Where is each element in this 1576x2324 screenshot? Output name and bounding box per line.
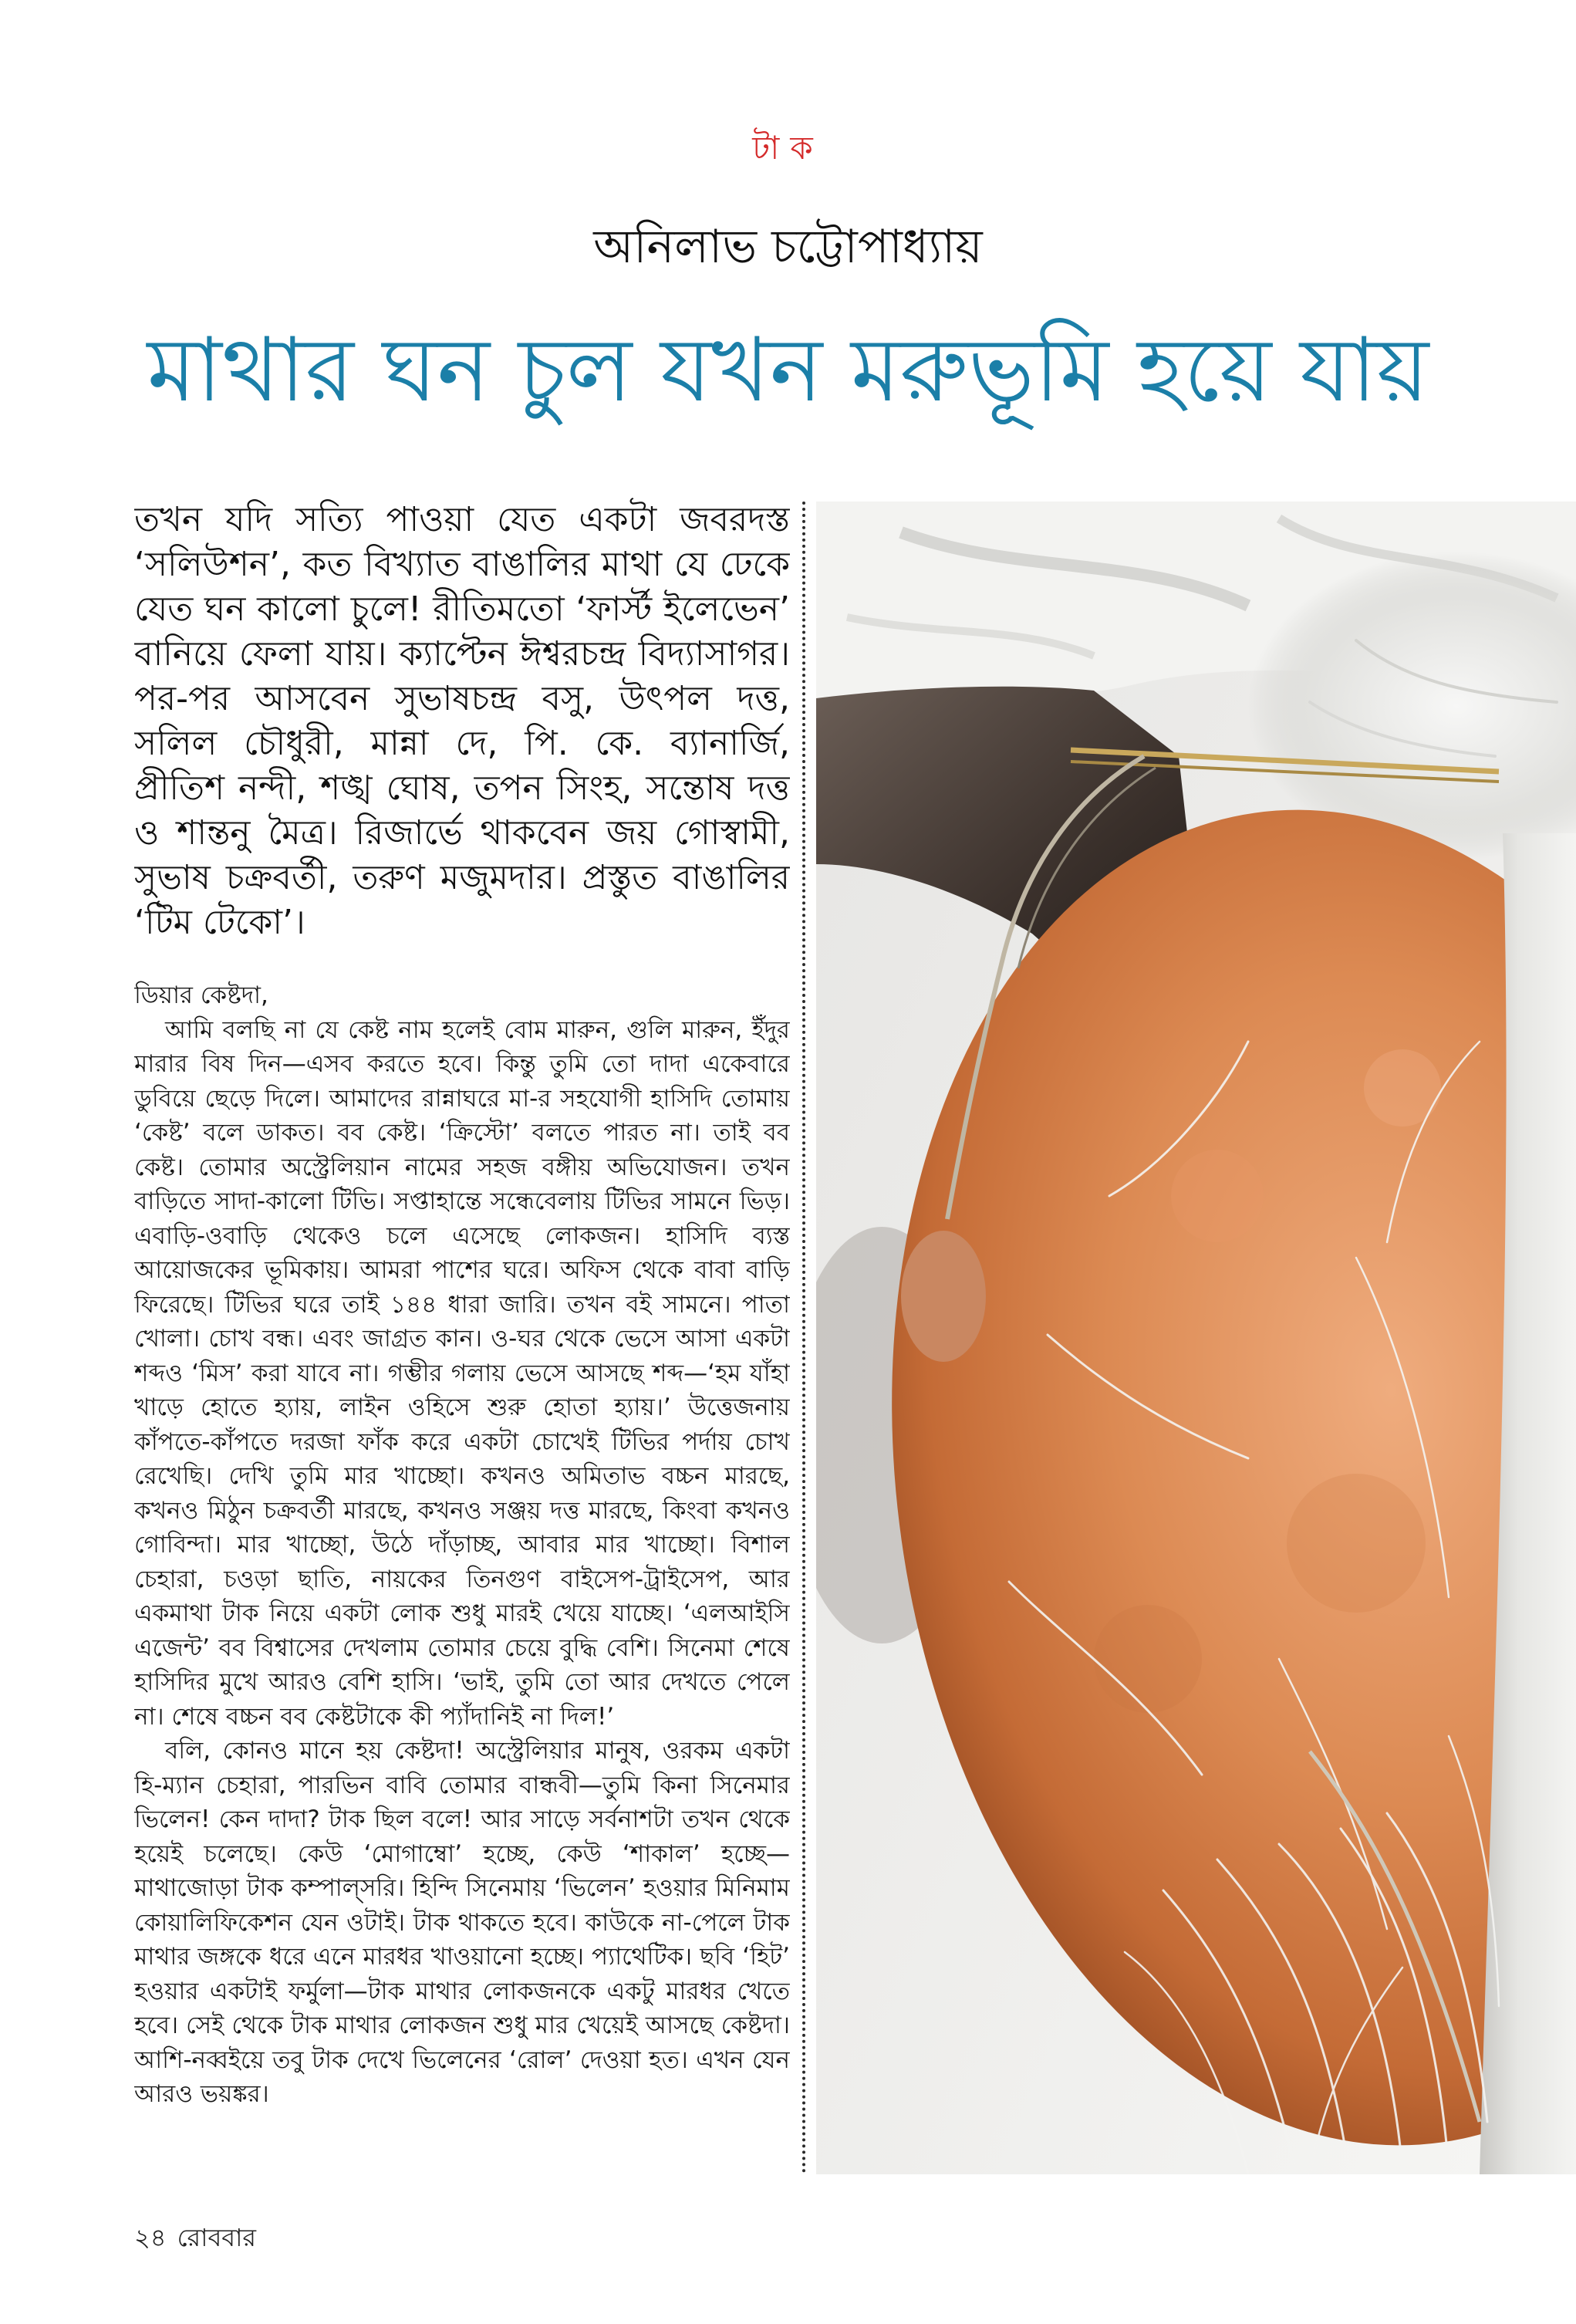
article-title: মাথার ঘন চুল যখন মরুভূমি হয়ে যায়	[147, 319, 1429, 422]
column-divider	[802, 502, 805, 2174]
letter-salutation: ডিয়ার কেষ্টদা,	[134, 981, 268, 1009]
photo-bald-head	[816, 502, 1576, 2174]
page-footer	[134, 2221, 256, 2255]
body-paragraph: আমি বলছি না যে কেষ্ট নাম হলেই বোম মারুন, গুলি মারুন, ইঁদুর মারার বিষ দিন—এসব করতে হবে। কিন্তু তুমি তো দাদা একেবারে ডুবিয়ে ছেড়ে দিলে। আমাদের রান্নাঘরে মা-র সহযোগী হাসিদি তোমায় ‘কেষ্ট’ বলে ডাকত। বব কেষ্ট। ‘ক্রিস্টো’ বলতে পারত না। তাই বব কেষ্ট। তোমার অস্ট্রেলিয়ান নামের সহজ বঙ্গীয় অভিযোজন। তখন বাড়িতে সাদা-কালো টিভি। সপ্তাহান্তে সন্ধেবেলায় টিভির সামনে ভিড়। এবাড়ি-ওবাড়ি থেকেও চলে এসেছে লোকজন। হাসিদি ব্যস্ত আয়োজকের ভূমিকায়। আমরা পাশের ঘরে। অফিস থেকে বাবা বাড়ি ফিরেছে। টিভির ঘরে তাই ১৪৪ ধারা জারি। তখন বই সামনে। পাতা খোলা। চোখ বন্ধ। এবং জাগ্রত কান। ও-ঘর থেকে ভেসে আসা একটা শব্দও ‘মিস’ করা যাবে না। গম্ভীর গলায় ভেসে আসছে শব্দ—‘হম যাঁহা খাড়ে হোতে হ্যায়, লাইন ওহিসে শুরু হোতা হ্যায়।’ উত্তেজনায় কাঁপতে-কাঁপতে দরজা ফাঁক করে একটা চোখেই টিভির পর্দায় চোখ রেখেছি। দেখি তুমি মার খাচ্ছো। কখনও অমিতাভ বচ্চন মারছে, কখনও মিঠুন চক্রবর্তী মারছে, কখনও সঞ্জয় দত্ত মারছে, কিংবা কখনও গোবিন্দা। মার খাচ্ছো, উঠে দাঁড়াচ্ছ, আবার মার খাচ্ছো। বিশাল চেহারা, চওড়া ছাতি, নায়কের তিনগুণ বাইসেপ-ট্রাইসেপ, আর একমাথা টাক নিয়ে একটা লোক শুধু মারই খেয়ে যাচ্ছে। ‘এলআইসি এজেন্ট’ বব বিশ্বাসের দেখলাম তোমার চেয়ে বুদ্ধি বেশি। সিনেমা শেষে হাসিদির মুখে আরও বেশি হাসি। ‘ভাই, তুমি তো আর দেখতে পেলে না। শেষে বচ্চন বব কেষ্টটাকে কী প্যাঁদানিই না দিল!’	[134, 1015, 790, 1731]
page-number: ২৪	[134, 2223, 167, 2252]
section-tag: টাক	[752, 129, 824, 167]
lead-paragraph: তখন যদি সত্যি পাওয়া যেত একটা জবরদস্ত ‘সলিউশন’, কত বিখ্যাত বাঙালির মাথা যে ঢেকে যেত ঘন কালো চুলে! রীতিমতো ‘ফার্স্ট ইলেভেন’ বানিয়ে ফেলা যায়। ক্যাপ্টেন ঈশ্বরচন্দ্র বিদ্যাসাগর। পর-পর আসবেন সুভাষচন্দ্র বসু, উৎপল দত্ত, সলিল চৌধুরী, মান্না দে, পি. কে. ব্যানার্জি, প্রীতিশ নন্দী, শঙ্খ ঘোষ, তপন সিংহ, সন্তোষ দত্ত ও শান্তনু মৈত্র। রিজার্ভে থাকবেন জয় গোস্বামী, সুভাষ চক্রবর্তী, তরুণ মজুমদার। প্রস্তুত বাঙালির ‘টিম টেকো’।	[134, 500, 790, 942]
article-body	[134, 978, 790, 2182]
author-byline: অনিলাভ চট্টোপাধ্যায়	[593, 220, 983, 274]
publication-name: রোববার	[177, 2223, 256, 2252]
body-paragraph: বলি, কোনও মানে হয় কেষ্টদা! অস্ট্রেলিয়ার মানুষ, ওরকম একটা হি-ম্যান চেহারা, পারভিন বাবি তোমার বান্ধবী—তুমি কিনা সিনেমার ভিলেন! কেন দাদা? টাক ছিল বলে! আর সাড়ে সর্বনাশটা তখন থেকে হয়েই চলেছে। কেউ ‘মোগাম্বো’ হচ্ছে, কেউ ‘শাকাল’ হচ্ছে—মাথাজোড়া টাক কম্পাল্‌সরি। হিন্দি সিনেমায় ‘ভিলেন’ হওয়ার মিনিমাম কোয়ালিফিকেশন যেন ওটাই। টাক থাকতে হবে। কাউকে না-পেলে টাক মাথার জঙ্গকে ধরে এনে মারধর খাওয়ানো হচ্ছে। প্যাথেটিক। ছবি ‘হিট’ হওয়ার একটাই ফর্মুলা—টাক মাথার লোকজনকে একটু মারধর খেতে হবে। সেই থেকে টাক মাথার লোকজন শুধু মার খেয়েই আসছে কেষ্টদা। আশি-নব্বইয়ে তবু টাক দেখে ভিলেনের ‘রোল’ দেওয়া হত। এখন যেন আরও ভয়ঙ্কর।	[134, 1737, 790, 2108]
